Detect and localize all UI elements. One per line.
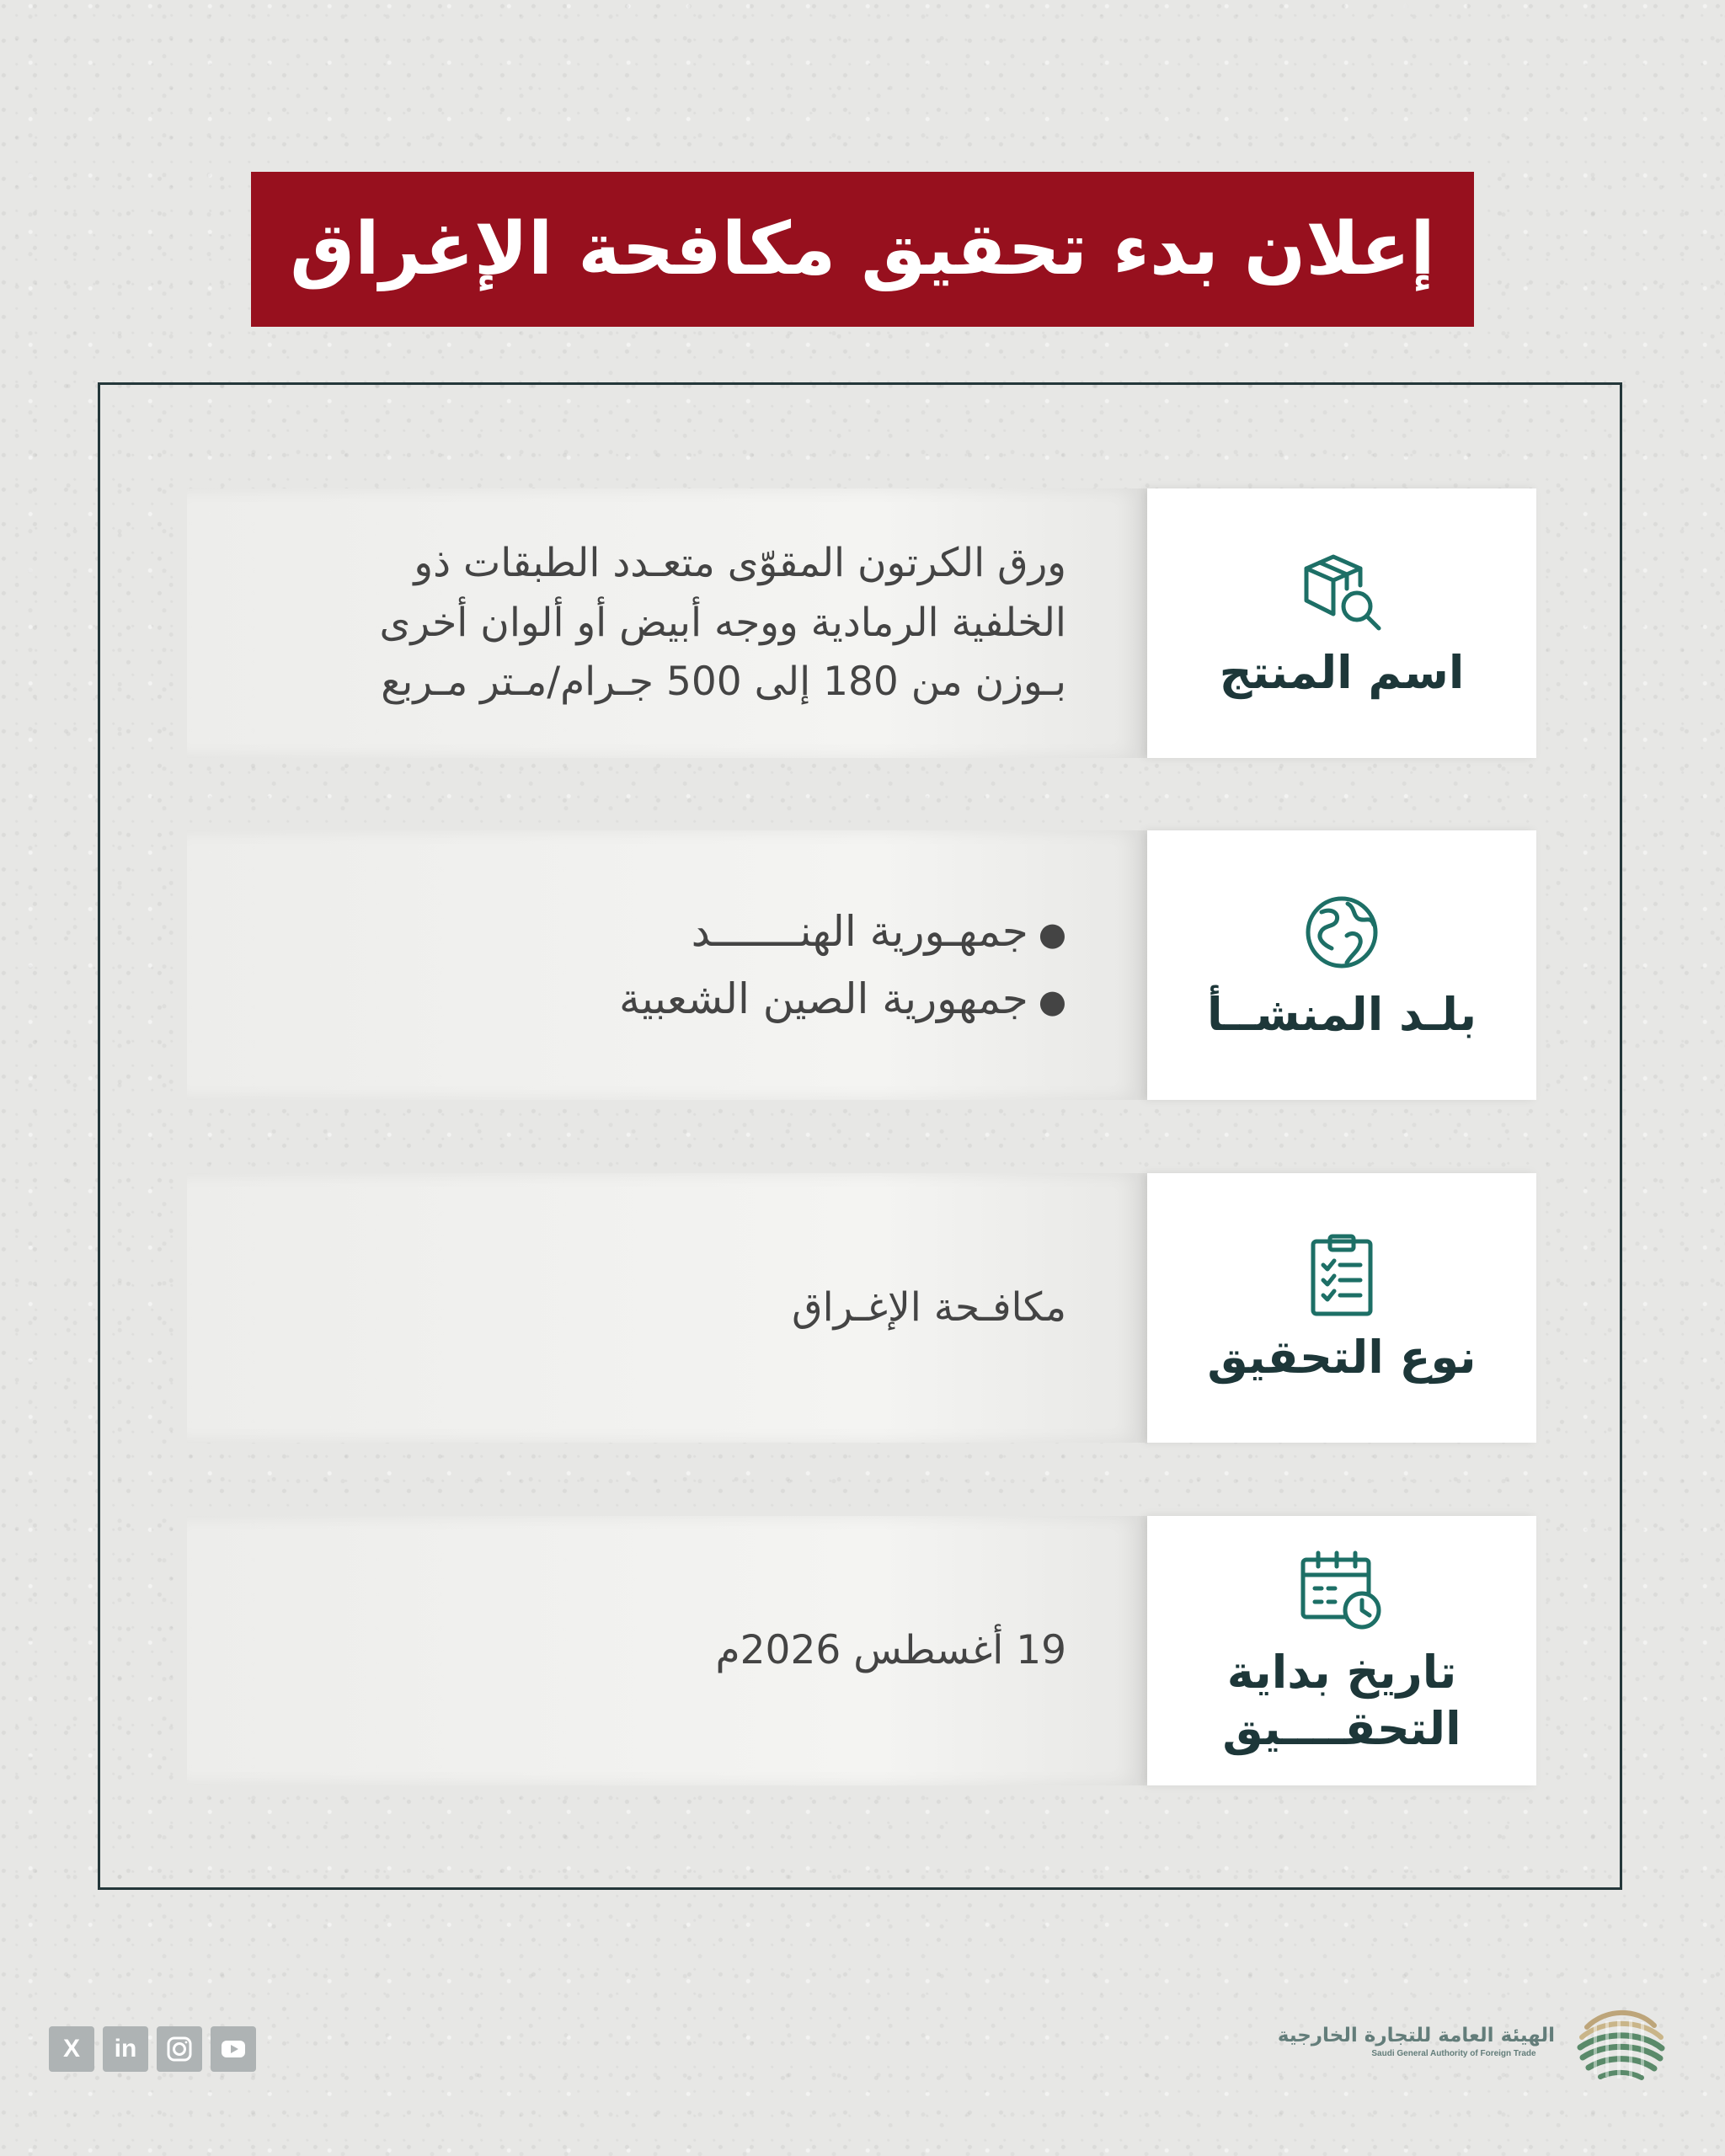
product-description-line-2: الخلفية الرمادية ووجه أبيض أو ألوان أخرى <box>379 599 1066 646</box>
origin-label-box <box>1147 830 1536 1100</box>
gaft-logo-icon <box>1570 1993 1671 2091</box>
origin-item-china <box>619 965 1066 1033</box>
instagram-icon <box>163 2033 195 2065</box>
bullet-icon: ● <box>1038 983 1066 1021</box>
origin-label: بلـد المنشــأ <box>1207 988 1477 1042</box>
product-row <box>187 488 1536 758</box>
origin-item-label: جمهـورية الهنـــــــد <box>691 907 1028 956</box>
origin-value-panel <box>187 830 1147 1100</box>
investigation-type-label-box <box>1147 1173 1536 1443</box>
origin-list <box>619 898 1066 1033</box>
investigation-type-value-panel <box>187 1173 1147 1443</box>
start-date-label-line-1: تاريخ بداية <box>1226 1645 1457 1699</box>
calendar-clock-icon <box>1296 1545 1387 1636</box>
linkedin-icon: in <box>114 2035 137 2063</box>
x-icon: X <box>62 2035 80 2063</box>
authority-name-arabic: الهيئة العامة للتجارة الخارجية <box>1277 2025 1555 2047</box>
start-date-label-line-2: التحقــــيق <box>1222 1702 1461 1755</box>
bullet-icon: ● <box>1038 915 1066 953</box>
globe-icon <box>1296 887 1387 978</box>
product-value-panel <box>187 488 1147 758</box>
investigation-type-row <box>187 1173 1536 1443</box>
clipboard-checklist-icon <box>1296 1230 1387 1321</box>
origin-item-label: جمهورية الصين الشعبية <box>619 974 1028 1023</box>
product-label: اسم المنتج <box>1219 646 1465 700</box>
start-date-value-panel <box>187 1516 1147 1785</box>
social-links <box>49 2026 256 2072</box>
investigation-type-value: مكافـحة الإغـراق <box>792 1283 1066 1331</box>
youtube-icon <box>217 2033 249 2065</box>
authority-name-block <box>1277 2025 1555 2060</box>
authority-brand <box>1277 1992 1676 2093</box>
box-search-icon <box>1296 545 1387 636</box>
origin-item-india <box>619 898 1066 965</box>
start-date-row <box>187 1516 1536 1785</box>
investigation-type-label: نوع التحقيق <box>1207 1331 1477 1385</box>
linkedin-link[interactable] <box>103 2026 148 2072</box>
start-date-label-box <box>1147 1516 1536 1785</box>
product-description-line-1: ورق الكرتون المقوّى متعـدد الطبقات ذو <box>414 540 1066 587</box>
origin-row <box>187 830 1536 1100</box>
youtube-link[interactable] <box>211 2026 256 2072</box>
x-link[interactable] <box>49 2026 94 2072</box>
title-banner <box>251 172 1474 327</box>
start-date-value: 19 أغسطس 2026م <box>715 1626 1066 1673</box>
start-date-label <box>1222 1644 1461 1758</box>
authority-name-english: Saudi General Authority of Foreign Trade <box>1371 2048 1536 2058</box>
instagram-link[interactable] <box>157 2026 202 2072</box>
product-description-line-3: بـوزن من 180 إلى 500 جـرام/مـتر مـربع <box>381 659 1066 706</box>
product-label-box <box>1147 488 1536 758</box>
page-title: إعلان بدء تحقيق مكافحة الإغراق <box>290 207 1435 291</box>
